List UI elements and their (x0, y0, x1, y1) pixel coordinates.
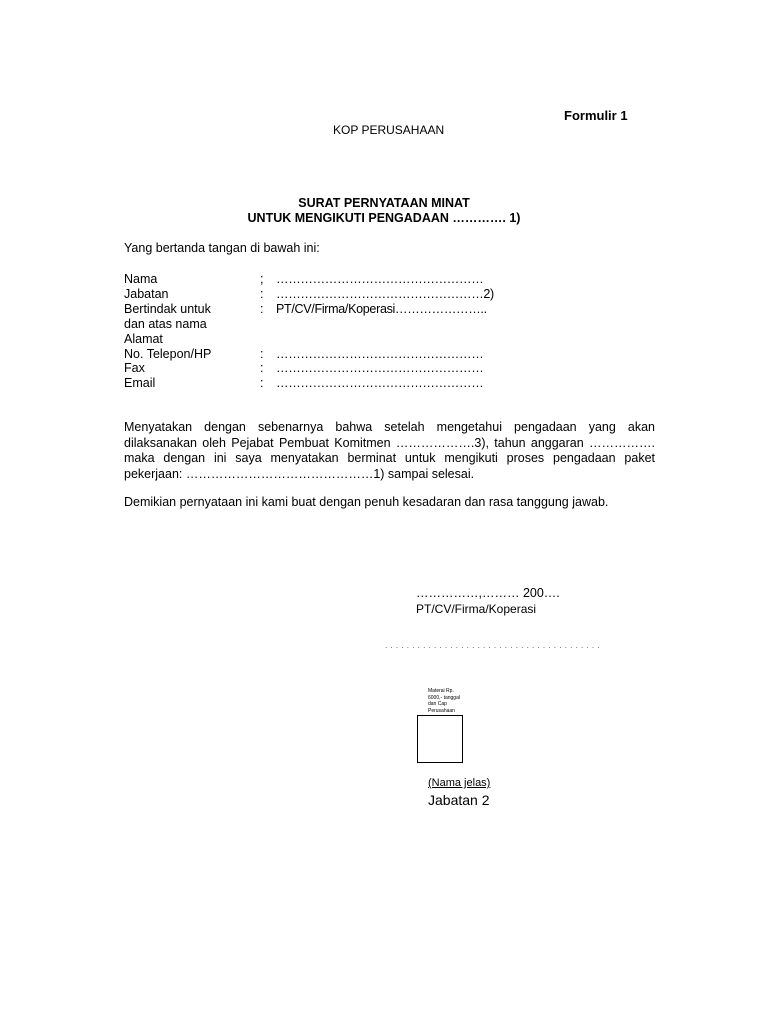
field-label: dan atas nama (124, 317, 207, 331)
statement-line: Menyatakan dengan sebenarnya bahwa setelah mengetahui pengadaan yang akan (124, 420, 655, 434)
stamp-duty-box (417, 715, 463, 763)
field-label: Jabatan (124, 287, 169, 301)
company-name-line: PT/CV/Firma/Koperasi (416, 602, 537, 616)
dotted-signature-line: . . . . . . . . . . . . . . . . . . . . . . . . . . . . . . . . . . . . . . . . (385, 641, 601, 650)
field-label: Alamat (124, 332, 163, 346)
statement-line: pekerjaan: ………………………………………1) sampai selesai. (124, 466, 475, 481)
field-label: Nama (124, 272, 158, 286)
stamp-duty-text: Materai Rp. 6000,- tanggal dan Cap Perusahaan (428, 688, 460, 714)
closing-text: Demikian pernyataan ini kami buat dengan penuh kesadaran dan rasa tanggung jawab. (124, 495, 609, 509)
field-separator: : (260, 302, 264, 316)
intro-text: Yang bertanda tangan di bawah ini: (124, 241, 320, 255)
field-value: ……………………………………………2) (276, 287, 494, 301)
field-separator: ; (260, 272, 264, 286)
field-label: No. Telepon/HP (124, 347, 212, 361)
field-value: …………………………………………… (276, 347, 484, 361)
statement-line: dilaksanakan oleh Pejabat Pembuat Komitmen ……………….3), tahun anggaran ……………. (124, 435, 655, 450)
field-label: Email (124, 376, 156, 390)
statement-line: maka dengan ini saya menyatakan berminat untuk mengikuti proses pengadaan paket (124, 451, 655, 465)
position-placeholder: Jabatan 2 (428, 792, 490, 808)
field-value: …………………………………………… (276, 361, 484, 375)
field-label: Bertindak untuk (124, 302, 211, 316)
field-separator: : (260, 287, 264, 301)
field-separator: : (260, 376, 264, 390)
field-separator: : (260, 347, 264, 361)
field-label: Fax (124, 361, 145, 375)
company-letterhead-placeholder: KOP PERUSAHAAN (333, 123, 445, 137)
statement-paragraph (124, 420, 655, 482)
place-date-line: ……………,……… 200…. (416, 586, 560, 600)
field-value: PT/CV/Firma/Koperasi………………….. (276, 302, 487, 316)
field-value: …………………………………………… (276, 376, 484, 390)
field-value: …………………………………………… (276, 272, 484, 286)
field-separator: : (260, 361, 264, 375)
full-name-placeholder: (Nama jelas) (428, 777, 491, 789)
form-number-label: Formulir 1 (564, 108, 628, 123)
document-title: SURAT PERNYATAAN MINAT (298, 196, 470, 210)
document-subtitle: UNTUK MENGIKUTI PENGADAAN …………. 1) (247, 211, 521, 225)
